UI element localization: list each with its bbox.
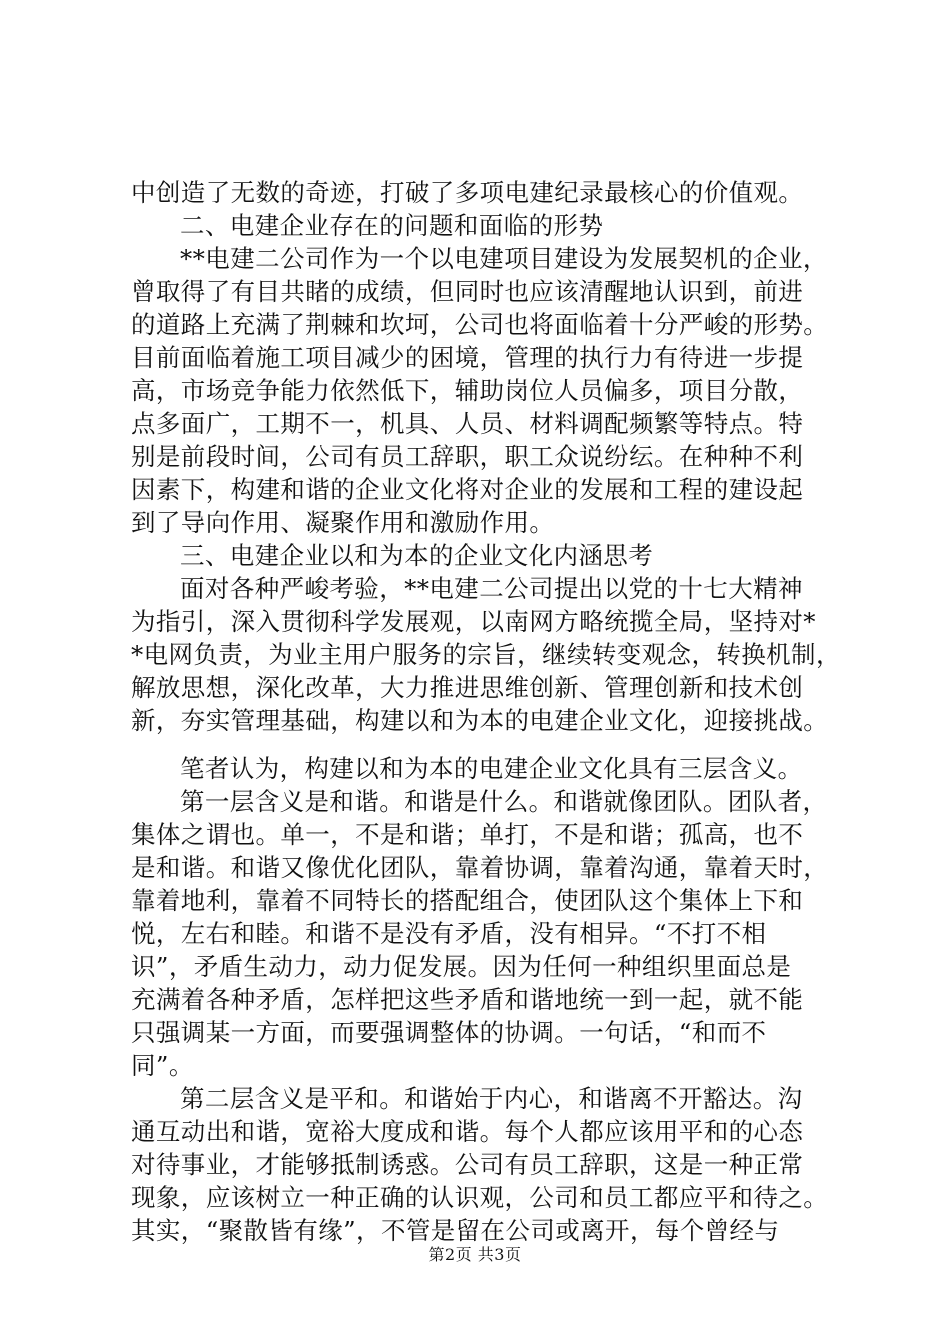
text-line: *电网负责，为业主用户服务的宗旨，继续转变观念，转换机制，	[131, 640, 841, 669]
text-line: 因素下，构建和谐的企业文化将对企业的发展和工程的建设起	[131, 475, 804, 504]
section-heading: 二、电建企业存在的问题和面临的形势	[180, 211, 604, 240]
text-line: 到了导向作用、凝聚作用和激励作用。	[131, 508, 555, 537]
text-line: **电建二公司作为一个以电建项目建设为发展契机的企业，	[180, 244, 828, 273]
page-footer: 第2页 共3页	[428, 1245, 522, 1264]
section-heading: 三、电建企业以和为本的企业文化内涵思考	[180, 541, 654, 570]
text-line: 是和谐。和谐又像优化团队，靠着协调，靠着沟通，靠着天时，	[131, 853, 829, 882]
text-line: 的道路上充满了荆棘和坎坷，公司也将面临着十分严峻的形势。	[131, 310, 829, 339]
text-line: 现象，应该树立一种正确的认识观，公司和员工都应平和待之。	[131, 1183, 829, 1212]
text-line: 面对各种严峻考验，**电建二公司提出以党的十七大精神	[180, 574, 803, 603]
text-line: 只强调某一方面，而要强调整体的协调。一句话，“和而不	[131, 1018, 767, 1047]
text-line: 第二层含义是平和。和谐始于内心，和谐离不开豁达。沟	[180, 1084, 803, 1113]
text-line: 靠着地利，靠着不同特长的搭配组合，使团队这个集体上下和	[131, 886, 804, 915]
text-line: 笔者认为，构建以和为本的电建企业文化具有三层含义。	[180, 754, 803, 783]
text-line: 点多面广，工期不一，机具、人员、材料调配频繁等特点。特	[131, 409, 804, 438]
text-line: 曾取得了有目共睹的成绩，但同时也应该清醒地认识到，前进	[131, 277, 804, 306]
text-line: 解放思想，深化改革，大力推进思维创新、管理创新和技术创	[131, 673, 804, 702]
text-line: 悦，左右和睦。和谐不是没有矛盾，没有相异。“不打不相	[131, 919, 767, 948]
text-line: 中创造了无数的奇迹，打破了多项电建纪录最核心的价值观。	[131, 178, 804, 207]
text-line: 通互动出和谐，宽裕大度成和谐。每个人都应该用平和的心态	[131, 1117, 804, 1146]
text-line: 第一层含义是和谐。和谐是什么。和谐就像团队。团队者，	[180, 787, 828, 816]
text-line: 高，市场竞争能力依然低下，辅助岗位人员偏多，项目分散，	[131, 376, 804, 405]
text-line: 对待事业，才能够抵制诱惑。公司有员工辞职，这是一种正常	[131, 1150, 804, 1179]
text-line: 其实，“聚散皆有缘”，不管是留在公司或离开，每个曾经与	[131, 1216, 780, 1245]
text-line: 目前面临着施工项目减少的困境，管理的执行力有待进一步提	[131, 343, 804, 372]
text-line: 同”。	[131, 1051, 194, 1080]
text-line: 识”，矛盾生动力，动力促发展。因为任何一种组织里面总是	[131, 952, 792, 981]
text-line: 集体之谓也。单一，不是和谐；单打，不是和谐；孤高，也不	[131, 820, 804, 849]
text-line: 新，夯实管理基础，构建以和为本的电建企业文化，迎接挑战。	[131, 706, 829, 735]
text-line: 充满着各种矛盾，怎样把这些矛盾和谐地统一到一起，就不能	[131, 985, 804, 1014]
text-line: 为指引，深入贯彻科学发展观，以南网方略统揽全局，坚持对*	[131, 607, 816, 636]
text-line: 别是前段时间，公司有员工辞职，职工众说纷纭。在种种不利	[131, 442, 804, 471]
